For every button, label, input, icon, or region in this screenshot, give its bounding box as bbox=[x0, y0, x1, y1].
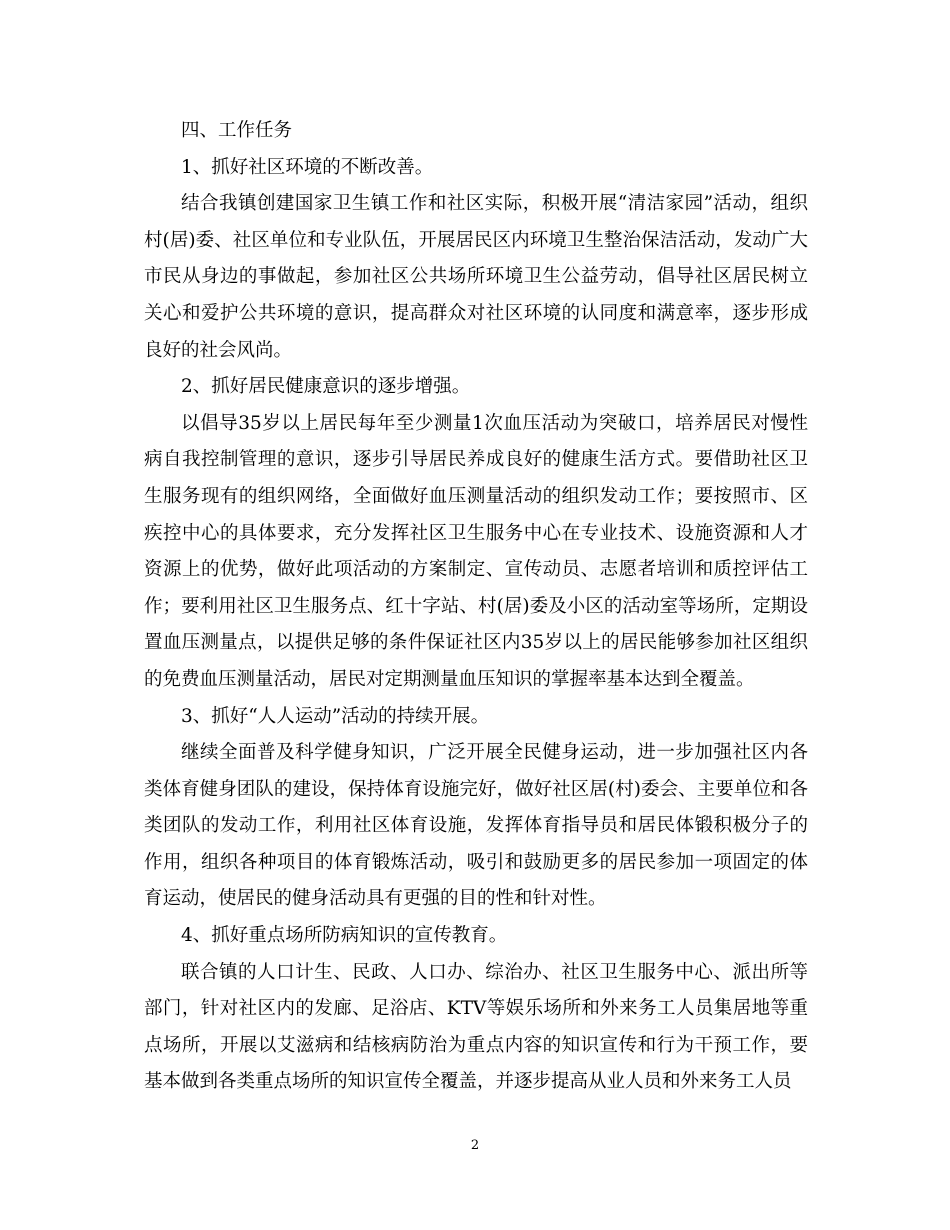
document-body bbox=[144, 113, 808, 1101]
section-heading: 四、工作任务 bbox=[181, 120, 293, 141]
task-1-heading: 1、抓好社区环境的不断改善。 bbox=[181, 156, 434, 178]
task-4-heading: 4、抓好重点场所防病知识的宣传教育。 bbox=[181, 925, 508, 947]
task-3-paragraph: 继续全面普及科学健身知识，广泛开展全民健身运动，进一步加强社区内各类体育健身团队的建设，保持体育设施完好，做好社区居(村)委会、主要单位和各类团队的发动工作，利用社区体育设施，发挥体育指导员和居民体锻积极分子的作用，组织各种项目的体育锻炼活动，吸引和鼓励更多的居民参加一项固定的体育运动，使居民的健身活动具有更强的目的性和针对性。 bbox=[144, 742, 808, 910]
task-4-paragraph: 联合镇的人口计生、民政、人口办、综治办、社区卫生服务中心、派出所等部门，针对社区内的发廊、足浴店、KTV等娱乐场所和外来务工人员集居地等重点场所，开展以艾滋病和结核病防治为重点内容的知识宣传和行为干预工作，要基本做到各类重点场所的知识宣传全覆盖，并逐步提高从业人员和外来务工人员 bbox=[144, 961, 808, 1093]
task-2-heading: 2、抓好居民健康意识的逐步增强。 bbox=[181, 376, 471, 398]
task-2-paragraph: 以倡导35岁以上居民每年至少测量1次血压活动为突破口，培养居民对慢性病自我控制管理的意识，逐步引导居民养成良好的健康生活方式。要借助社区卫生服务现有的组织网络，全面做好血压测量活动的组织发动工作；要按照市、区疾控中心的具体要求，充分发挥社区卫生服务中心在专业技术、设施资源和人才资源上的优势，做好此项活动的方案制定、宣传动员、志愿者培训和质控评估工作；要利用社区卫生服务点、红十字站、村(居)委及小区的活动室等场所，定期设置血压测量点，以提供足够的条件保证社区内35岁以上的居民能够参加社区组织的免费血压测量活动，居民对定期测量血压知识的掌握率基本达到全覆盖。 bbox=[144, 412, 808, 690]
task-3-heading: 3、抓好“人人运动”活动的持续开展。 bbox=[181, 705, 490, 727]
page-number: 2 bbox=[470, 1138, 480, 1153]
task-1-paragraph: 结合我镇创建国家卫生镇工作和社区实际，积极开展“清洁家园”活动，组织村(居)委、社区单位和专业队伍，开展居民区内环境卫生整治保洁活动，发动广大市民从身边的事做起，参加社区公共场所环境卫生公益劳动，倡导社区居民树立关心和爱护公共环境的意识，提高群众对社区环境的认同度和满意率，逐步形成良好的社会风尚。 bbox=[144, 193, 808, 361]
